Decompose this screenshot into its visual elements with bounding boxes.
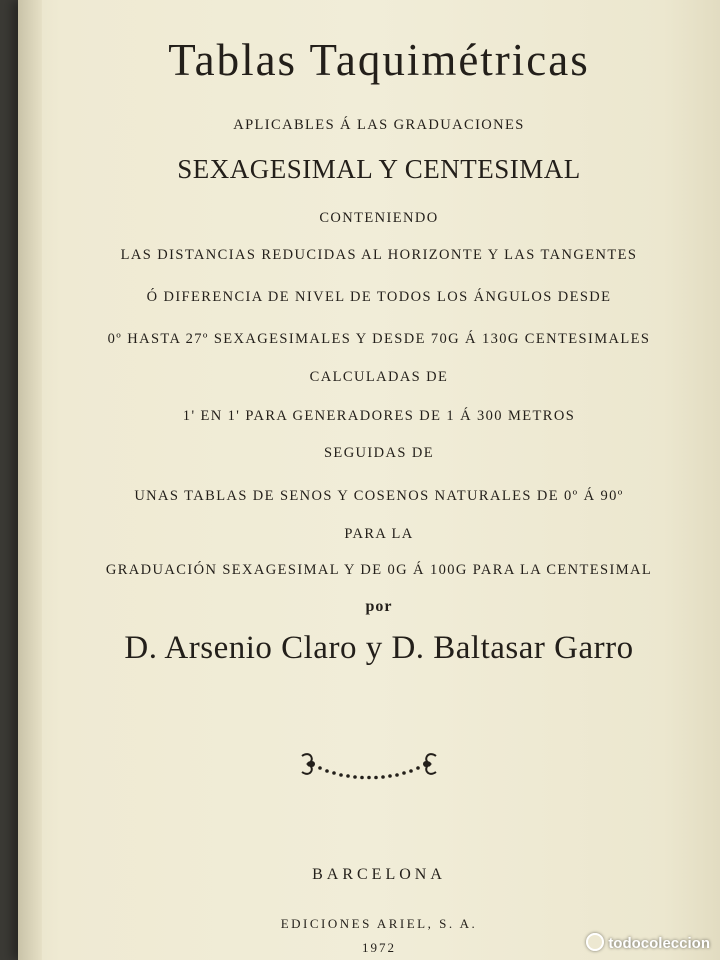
text-line-range: 0º HASTA 27º SEXAGESIMALES Y DESDE 70G Á 130G CENTESIMALES <box>107 331 651 347</box>
book-subtitle: SEXAGESIMAL Y CENTESIMAL <box>177 154 581 184</box>
publication-city: BARCELONA <box>312 866 446 883</box>
publication-year: 1972 <box>362 940 396 955</box>
subtitle-line-applicable: APLICABLES Á LAS GRADUACIONES <box>233 117 525 133</box>
text-line-graduation: GRADUACIÓN SEXAGESIMAL Y DE 0G Á 100G PARA LA CENTESIMAL <box>105 562 653 578</box>
text-line-containing: CONTENIENDO <box>319 210 439 226</box>
book-page <box>18 0 720 960</box>
publisher: EDICIONES ARIEL, S. A. <box>280 916 478 931</box>
text-line-distances: LAS DISTANCIAS REDUCIDAS AL HORIZONTE Y LAS TANGENTES <box>120 247 638 263</box>
bow-ornament-icon <box>294 746 444 786</box>
text-line-followed: SEGUIDAS DE <box>323 445 435 461</box>
book-title: Tablas Taquimétricas <box>168 35 590 85</box>
text-line-by: por <box>365 598 393 615</box>
text-line-tables: UNAS TABLAS DE SENOS Y COSENOS NATURALES DE 0º Á 90º <box>134 488 624 504</box>
page-gutter <box>18 0 42 960</box>
authors: D. Arsenio Claro y D. Baltasar Garro <box>124 630 634 666</box>
text-line-for: PARA LA <box>344 526 414 542</box>
text-line-calculated: CALCULADAS DE <box>309 369 449 385</box>
watermark-logo-icon <box>586 933 604 951</box>
text-line-generators: 1' EN 1' PARA GENERADORES DE 1 Á 300 METROS <box>182 408 576 424</box>
watermark <box>586 933 710 952</box>
watermark-text: todocoleccion <box>608 935 710 952</box>
text-line-difference: Ó DIFERENCIA DE NIVEL DE TODOS LOS ÁNGULOS DESDE <box>146 289 612 305</box>
